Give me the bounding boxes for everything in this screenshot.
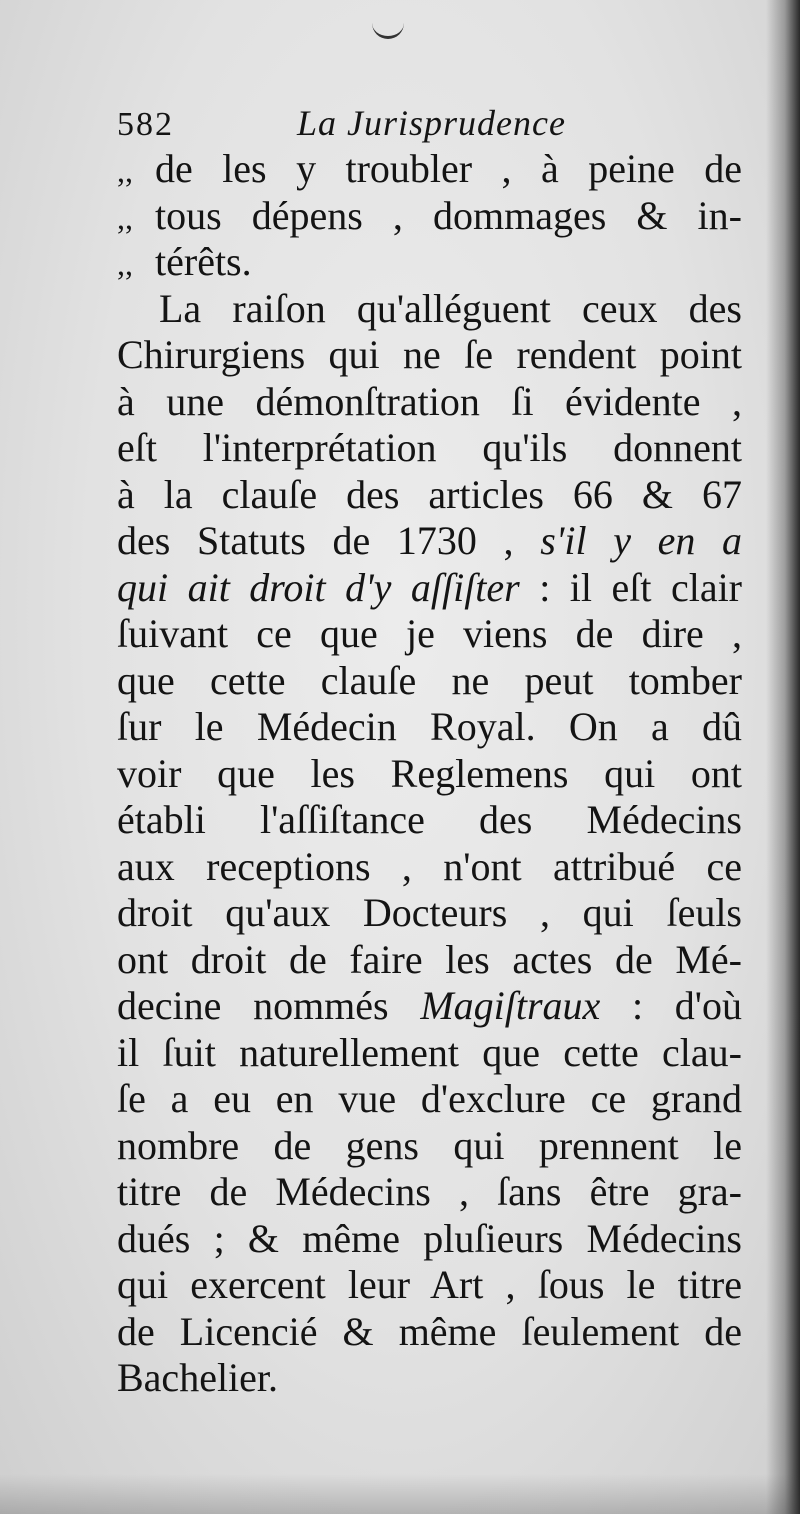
text-line: ont droit de faire les actes de Mé- <box>117 936 742 982</box>
quote-mark: ,, <box>117 199 133 236</box>
ink-mark <box>372 22 404 39</box>
page-edge-shadow <box>766 0 800 1514</box>
text-line: il ſuit naturellement que cette clau- <box>117 1029 742 1075</box>
page-bottom-shadow <box>0 1474 800 1514</box>
text-line: ,, térêts. <box>117 239 742 286</box>
page-number: 582 <box>117 106 174 143</box>
italic-text: s'il y en a <box>540 518 742 563</box>
text-line: qui exercent leur Art , ſous le titre <box>117 1262 742 1307</box>
text-line: Bachelier. <box>117 1355 279 1400</box>
text-line: voir que les Reglemens qui ont <box>117 750 742 796</box>
text-line: ſuivant ce que je viens de dire , <box>117 611 742 656</box>
text-line: des Statuts de 1730 , s'il y en a <box>117 518 742 563</box>
text-block <box>117 100 742 1402</box>
text-line: à une démonſtration ſi évidente , <box>117 378 742 424</box>
text-line: ſe a eu en vue d'exclure ce grand <box>117 1076 742 1121</box>
text-line: titre de Médecins , ſans être gra- <box>117 1169 742 1214</box>
text-line: decine nommés Magiſtraux : d'où <box>117 983 742 1028</box>
quote-mark: ,, <box>117 246 133 282</box>
text-line: ,, tous dépens , dommages & in- <box>117 193 742 240</box>
text-line: dués ; & même pluſieurs Médecins <box>117 1215 742 1261</box>
text-line: ſur le Médecin Royal. On a dû <box>117 704 742 749</box>
text-line: que cette clauſe ne peut tomber <box>117 657 742 703</box>
running-head <box>117 100 742 146</box>
text-line: ,, de les y troubler , à peine de <box>117 146 742 193</box>
quote-mark: ,, <box>117 153 133 189</box>
text-line: nombre de gens qui prennent le <box>117 1122 742 1168</box>
italic-text: Magiſtraux <box>420 983 601 1028</box>
text-line: eſt l'interprétation qu'ils donnent <box>117 425 742 470</box>
text-line: droit qu'aux Docteurs , qui ſeuls <box>117 890 742 935</box>
text-line: La raiſon qu'alléguent ceux des <box>159 285 742 331</box>
text-line: à la clauſe des articles 66 & 67 <box>117 471 742 517</box>
italic-text: qui ait droit d'y aſſiſter <box>117 564 520 610</box>
text-line: aux receptions , n'ont attribué ce <box>117 843 742 889</box>
text-line: qui ait droit d'y aſſiſter : il eſt clair <box>117 564 742 610</box>
text-line: de Licencié & même ſeulement de <box>117 1308 742 1354</box>
running-title: La Jurisprudence <box>297 103 566 143</box>
text-line: établi l'aſſiſtance des Médecins <box>117 797 742 842</box>
text-line: Chirurgiens qui ne ſe rendent point <box>117 332 742 377</box>
